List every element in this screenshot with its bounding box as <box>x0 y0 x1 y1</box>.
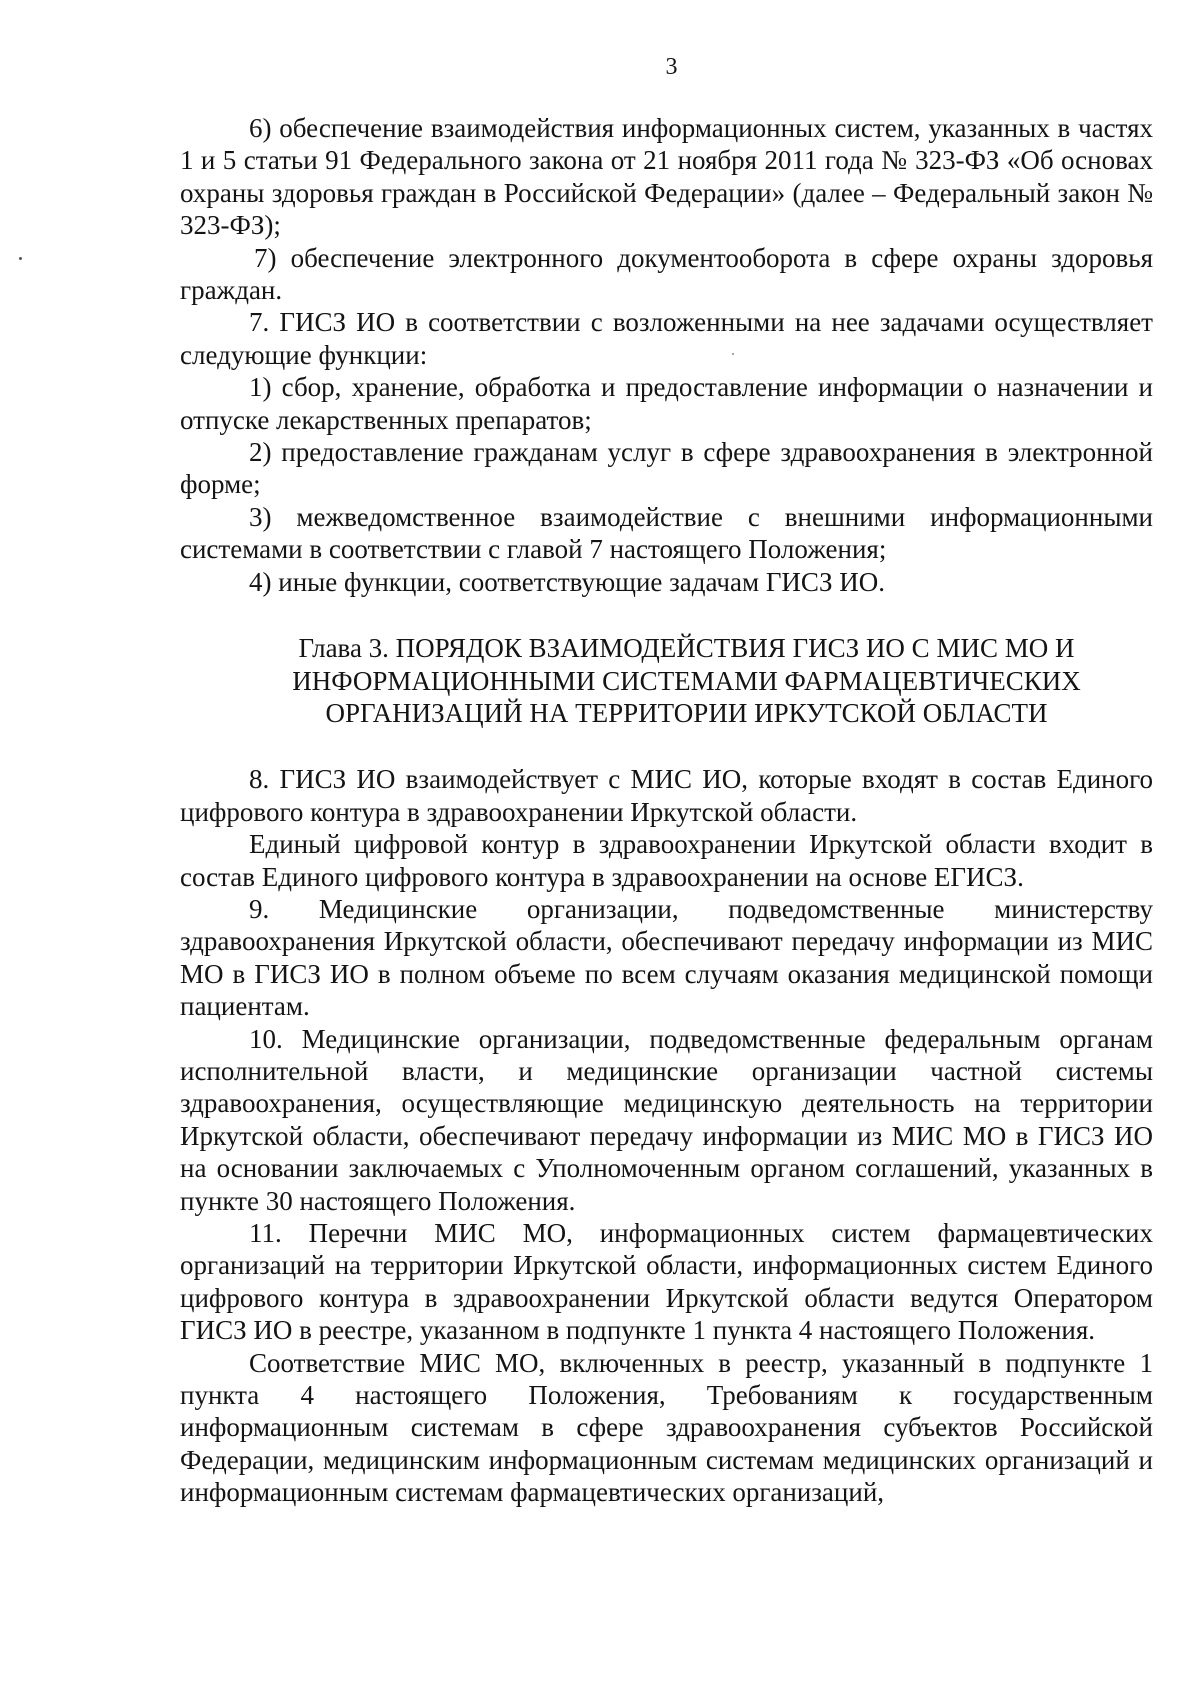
chapter-title <box>180 598 1153 763</box>
paragraph-item-6: 6) обеспечение взаимодействия информационных систем, указанных в частях 1 и 5 статьи 91 Федерального закона от 21 ноября 2011 года № 323-ФЗ «Об основах охраны здоровья граждан в Российской Федерации» (далее – Федеральный закон № 323-ФЗ); <box>180 113 1153 241</box>
chapter-title-line: ОРГАНИЗАЦИЙ НА ТЕРРИТОРИИ ИРКУТСКОЙ ОБЛАСТИ <box>325 697 1048 728</box>
paragraph-compliance: Соответствие МИС МО, включенных в реестр, указанный в подпункте 1 пункта 4 настоящего Положения, Требованиям к государственным информационным системам в сфере здравоохранения субъектов Российской Федерации, медицинским информационным системам медицинских организаций и информационным системам фармацевтических организаций, <box>180 1347 1153 1508</box>
paragraph-point-9: 9. Медицинские организации, подведомственные министерству здравоохранения Иркутской области, обеспечивают передачу информации из МИС МО в ГИСЗ ИО в полном объеме по всем случаям оказания медицинской помощи пациентам. <box>180 893 1153 1022</box>
chapter-title-line: Глава 3. ПОРЯДОК ВЗАИМОДЕЙСТВИЯ ГИСЗ ИО С МИС МО И <box>298 633 1075 664</box>
chapter-title-line: ИНФОРМАЦИОННЫМИ СИСТЕМАМИ ФАРМАЦЕВТИЧЕСКИХ <box>292 665 1081 696</box>
paragraph-item-7: 7) обеспечение электронного документооборота в сфере охраны здоровья граждан. <box>180 242 1153 306</box>
paragraph-point-7: 7. ГИСЗ ИО в соответствии с возложенными на нее задачами осуществляет следующие функции: <box>180 307 1153 370</box>
paragraph-function-1: 1) сбор, хранение, обработка и предоставление информации о назначении и отпуске лекарственных препаратов; <box>180 372 1153 435</box>
paragraph-point-8: 8. ГИСЗ ИО взаимодействует с МИС ИО, которые входят в состав Единого цифрового контура в здравоохранении Иркутской области. <box>180 764 1153 827</box>
document-body <box>180 112 1153 1509</box>
paragraph-digital-contour: Единый цифровой контур в здравоохранении Иркутской области входит в состав Единого цифрового контура в здравоохранении на основе ЕГИСЗ. <box>180 829 1153 892</box>
paragraph-function-2: 2) предоставление гражданам услуг в сфере здравоохранения в электронной форме; <box>180 437 1153 500</box>
scan-artifact-dot <box>19 257 22 260</box>
paragraph-point-10: 10. Медицинские организации, подведомственные федеральным органам исполнительной власти, и медицинские организации частной системы здравоохранения, осуществляющие медицинскую деятельность на территории Иркутской области, обеспечивают передачу информации из МИС МО в ГИСЗ ИО на основании заключаемых с Уполномоченным органом соглашений, указанных в пункте 30 настоящего Положения. <box>180 1023 1153 1216</box>
page-number: 3 <box>665 54 678 80</box>
paragraph-function-3: 3) межведомственное взаимодействие с внешними информационными системами в соответствии с главой 7 настоящего Положения; <box>180 501 1153 565</box>
paragraph-function-4: 4) иные функции, соответствующие задачам ГИСЗ ИО. <box>249 566 885 597</box>
paragraph-point-11: 11. Перечни МИС МО, информационных систем фармацевтических организаций на территории Иркутской области, информационных систем Единого цифрового контура в здравоохранении Иркутской области ведутся Оператором ГИСЗ ИО в реестре, указанном в подпункте 1 пункта 4 настоящего Положения. <box>180 1218 1153 1346</box>
